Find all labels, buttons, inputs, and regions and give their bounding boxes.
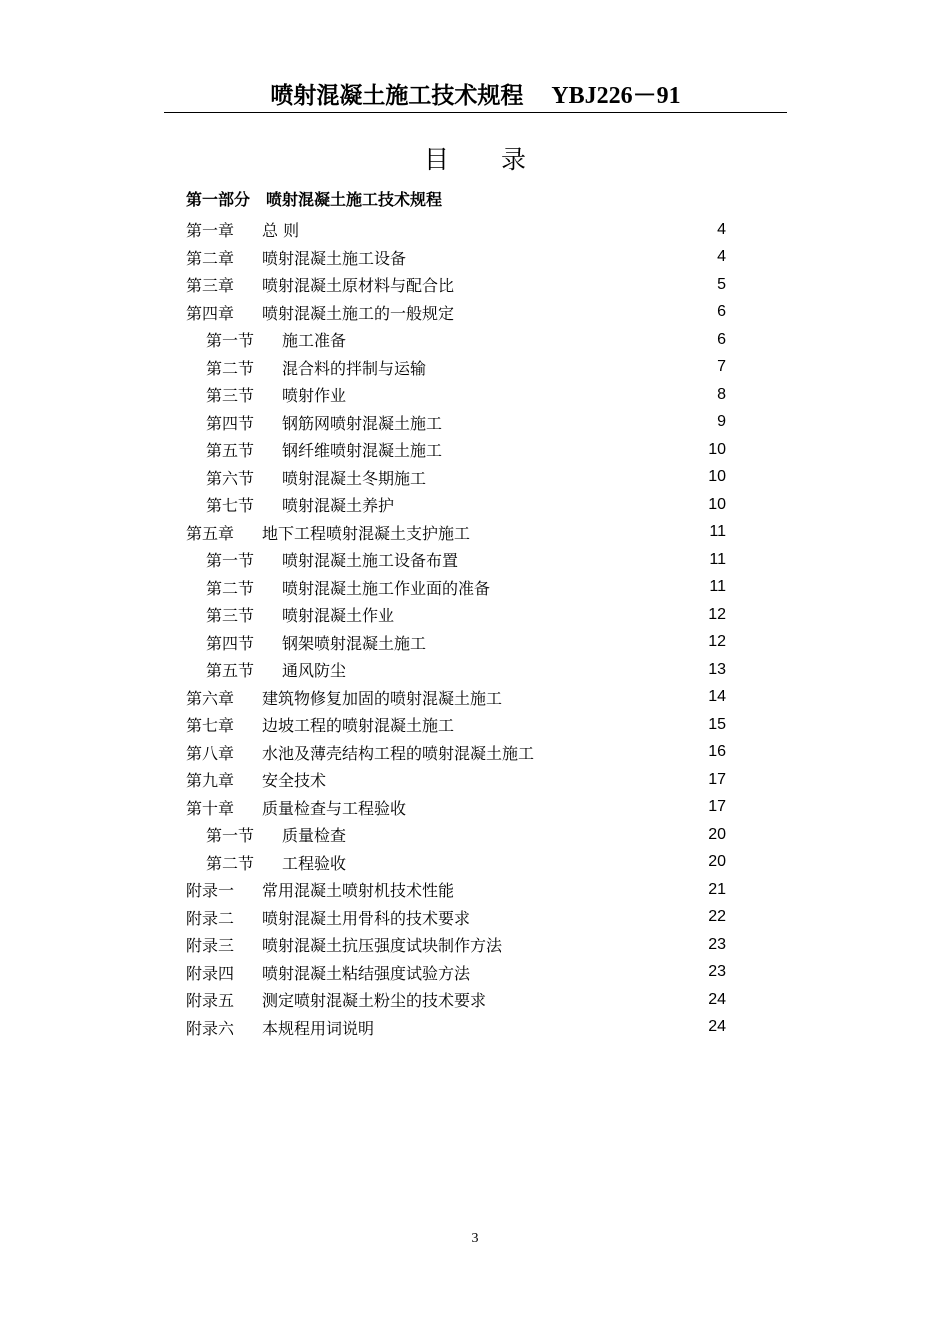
header-standard-code: YBJ226－91 <box>551 83 681 109</box>
toc-entry-title: 水池及薄壳结构工程的喷射混凝土施工 <box>262 743 535 763</box>
toc-entry-page: 24 <box>708 1018 726 1036</box>
toc-entry-title: 质量检查 <box>282 826 347 846</box>
toc-entry-page: 23 <box>708 935 726 953</box>
toc-entry-page: 4 <box>717 220 726 238</box>
toc-chapter-entry[interactable] <box>186 794 726 822</box>
toc-leader-dots <box>300 222 704 238</box>
toc-entry-label: 第二章 <box>186 248 235 268</box>
toc-entry-title: 安全技术 <box>262 771 327 791</box>
toc-entry-title: 钢架喷射混凝土施工 <box>282 633 427 653</box>
toc-chapter-entry[interactable] <box>186 766 726 794</box>
toc-entry-label: 第一节 <box>206 551 255 571</box>
toc-entry-title: 喷射混凝土用骨科的技术要求 <box>262 908 471 928</box>
toc-leader-dots <box>459 552 704 568</box>
toc-entry-page: 8 <box>717 385 726 403</box>
toc-entry-label: 第六节 <box>206 468 255 488</box>
toc-leader-dots <box>503 689 704 705</box>
toc-leader-dots <box>347 827 704 843</box>
toc-chapter-entry[interactable] <box>186 711 726 739</box>
toc-entry-label: 附录三 <box>186 936 235 956</box>
toc-chapter-entry[interactable] <box>186 299 726 327</box>
toc-entry-title: 喷射作业 <box>282 386 347 406</box>
toc-chapter-entry[interactable] <box>186 1014 726 1042</box>
toc-leader-dots <box>407 249 704 265</box>
toc-leader-dots <box>471 909 704 925</box>
toc-entry-page: 10 <box>708 468 726 486</box>
toc-entry-page: 4 <box>717 248 726 266</box>
toc-leader-dots <box>455 717 704 733</box>
toc-chapter-entry[interactable] <box>186 244 726 272</box>
toc-leader-dots <box>535 744 704 760</box>
toc-chapter-entry[interactable] <box>186 216 726 244</box>
toc-entry-title: 喷射混凝土养护 <box>282 496 395 516</box>
toc-entry-title: 喷射混凝土冬期施工 <box>282 468 427 488</box>
toc-entry-page: 17 <box>708 770 726 788</box>
toc-entry-page: 7 <box>717 358 726 376</box>
toc-entry-label: 第五章 <box>186 523 235 543</box>
toc-leader-dots <box>375 1019 704 1035</box>
toc-entry-page: 12 <box>708 605 726 623</box>
toc-entry-page: 9 <box>717 413 726 431</box>
toc-leader-dots <box>487 992 704 1008</box>
toc-leader-dots <box>395 607 704 623</box>
toc-leader-dots <box>471 964 704 980</box>
toc-chapter-entry[interactable] <box>186 271 726 299</box>
toc-entry-title: 混合料的拌制与运输 <box>282 358 427 378</box>
toc-entry-label: 第一节 <box>206 331 255 351</box>
toc-entry-title: 喷射混凝土抗压强度试块制作方法 <box>262 936 503 956</box>
toc-entry-title: 建筑物修复加固的喷射混凝土施工 <box>262 688 503 708</box>
toc-entry-page: 13 <box>708 660 726 678</box>
toc-leader-dots <box>347 662 704 678</box>
toc-entry-title: 钢筋网喷射混凝土施工 <box>282 413 443 433</box>
toc-chapter-entry[interactable] <box>186 876 726 904</box>
toc-section-entry[interactable] <box>186 354 726 382</box>
toc-entry-page: 6 <box>717 303 726 321</box>
toc-entry-page: 14 <box>708 688 726 706</box>
toc-entry-page: 12 <box>708 633 726 651</box>
toc-leader-dots <box>327 772 704 788</box>
toc-leader-dots <box>455 304 704 320</box>
toc-chapter-entry[interactable] <box>186 959 726 987</box>
toc-chapter-entry[interactable] <box>186 986 726 1014</box>
toc-entry-title: 地下工程喷射混凝土支护施工 <box>262 523 471 543</box>
toc-section-entry[interactable] <box>186 409 726 437</box>
toc-leader-dots <box>427 359 704 375</box>
toc-section-entry[interactable] <box>186 464 726 492</box>
toc-entry-title: 质量检查与工程验收 <box>262 798 407 818</box>
toc-chapter-entry[interactable] <box>186 519 726 547</box>
toc-entry-label: 第四节 <box>206 413 255 433</box>
toc-entry-label: 第七节 <box>206 496 255 516</box>
toc-entry-title: 测定喷射混凝土粉尘的技术要求 <box>262 991 487 1011</box>
toc-heading-char-1: 目 <box>423 145 449 174</box>
toc-leader-dots <box>503 937 704 953</box>
toc-entry-label: 第四节 <box>206 633 255 653</box>
toc-entry-title: 喷射混凝土粘结强度试验方法 <box>262 963 471 983</box>
toc-entry-label: 第八章 <box>186 743 235 763</box>
toc-entry-label: 第三节 <box>206 606 255 626</box>
toc-section-entry[interactable] <box>186 849 726 877</box>
toc-entry-label: 第三章 <box>186 276 235 296</box>
toc-list <box>186 216 726 1041</box>
toc-entry-title: 施工准备 <box>282 331 347 351</box>
toc-entry-title: 喷射混凝土施工设备布置 <box>282 551 459 571</box>
toc-entry-label: 第六章 <box>186 688 235 708</box>
toc-section-entry[interactable] <box>186 629 726 657</box>
toc-entry-label: 第一节 <box>206 826 255 846</box>
toc-leader-dots <box>427 469 704 485</box>
toc-section-entry[interactable] <box>186 821 726 849</box>
toc-entry-page: 20 <box>708 853 726 871</box>
toc-entry-label: 第一章 <box>186 221 235 241</box>
toc-entry-label: 第九章 <box>186 771 235 791</box>
toc-entry-label: 第二节 <box>206 358 255 378</box>
toc-entry-title: 边坡工程的喷射混凝土施工 <box>262 716 455 736</box>
toc-entry-label: 第四章 <box>186 303 235 323</box>
toc-entry-page: 11 <box>709 523 726 541</box>
toc-entry-label: 第二节 <box>206 578 255 598</box>
toc-entry-title: 钢纤维喷射混凝土施工 <box>282 441 443 461</box>
toc-entry-title: 通风防尘 <box>282 661 347 681</box>
toc-heading-char-2: 录 <box>501 145 527 174</box>
toc-section-entry[interactable] <box>186 574 726 602</box>
header-rule <box>164 112 787 113</box>
toc-entry-label: 附录六 <box>186 1018 235 1038</box>
toc-leader-dots <box>455 277 704 293</box>
toc-section-entry[interactable] <box>186 491 726 519</box>
toc-entry-page: 17 <box>708 798 726 816</box>
toc-leader-dots <box>491 579 704 595</box>
toc-entry-title: 本规程用词说明 <box>262 1018 375 1038</box>
toc-entry-page: 6 <box>717 330 726 348</box>
toc-entry-label: 第七章 <box>186 716 235 736</box>
toc-leader-dots <box>347 387 704 403</box>
toc-entry-title: 喷射混凝土作业 <box>282 606 395 626</box>
toc-entry-title: 喷射混凝土施工设备 <box>262 248 407 268</box>
toc-section-entry[interactable] <box>186 381 726 409</box>
toc-chapter-entry[interactable] <box>186 931 726 959</box>
toc-entry-page: 22 <box>708 908 726 926</box>
toc-entry-page: 10 <box>708 495 726 513</box>
toc-entry-page: 11 <box>709 550 726 568</box>
toc-entry-label: 附录二 <box>186 908 235 928</box>
toc-section-entry[interactable] <box>186 546 726 574</box>
toc-entry-title: 喷射混凝土施工的一般规定 <box>262 303 455 323</box>
toc-leader-dots <box>347 332 704 348</box>
toc-leader-dots <box>455 882 704 898</box>
toc-entry-label: 第三节 <box>206 386 255 406</box>
toc-entry-page: 16 <box>708 743 726 761</box>
toc-entry-label: 第十章 <box>186 798 235 818</box>
toc-entry-title: 常用混凝土喷射机技术性能 <box>262 881 455 901</box>
toc-part-heading <box>186 188 442 212</box>
toc-entry-title: 喷射混凝土原材料与配合比 <box>262 276 455 296</box>
toc-entry-page: 11 <box>709 578 726 596</box>
toc-leader-dots <box>471 524 704 540</box>
toc-entry-label: 第五节 <box>206 441 255 461</box>
part-label: 第一部分 <box>186 190 251 209</box>
toc-entry-label: 附录一 <box>186 881 235 901</box>
toc-leader-dots <box>347 854 704 870</box>
page-number: 3 <box>471 1231 479 1246</box>
toc-leader-dots <box>443 414 704 430</box>
toc-entry-label: 第二节 <box>206 853 255 873</box>
toc-section-entry[interactable] <box>186 601 726 629</box>
toc-section-entry[interactable] <box>186 326 726 354</box>
toc-entry-page: 23 <box>708 963 726 981</box>
toc-entry-title: 喷射混凝土施工作业面的准备 <box>282 578 491 598</box>
toc-chapter-entry[interactable] <box>186 904 726 932</box>
toc-chapter-entry[interactable] <box>186 684 726 712</box>
part-title: 喷射混凝土施工技术规程 <box>266 190 443 209</box>
toc-heading <box>0 142 950 178</box>
header-title: 喷射混凝土施工技术规程 <box>270 83 524 109</box>
toc-entry-page: 5 <box>717 275 726 293</box>
toc-leader-dots <box>427 634 704 650</box>
toc-section-entry[interactable] <box>186 656 726 684</box>
toc-entry-label: 附录五 <box>186 991 235 1011</box>
toc-entry-title: 工程验收 <box>282 853 347 873</box>
toc-entry-page: 24 <box>708 990 726 1008</box>
toc-entry-page: 15 <box>708 715 726 733</box>
toc-section-entry[interactable] <box>186 436 726 464</box>
toc-entry-page: 21 <box>708 880 726 898</box>
toc-leader-dots <box>407 799 704 815</box>
running-header <box>164 78 787 114</box>
toc-entry-title: 总 则 <box>262 221 300 241</box>
toc-leader-dots <box>443 442 704 458</box>
toc-entry-label: 附录四 <box>186 963 235 983</box>
toc-entry-page: 10 <box>708 440 726 458</box>
toc-entry-label: 第五节 <box>206 661 255 681</box>
toc-entry-page: 20 <box>708 825 726 843</box>
toc-leader-dots <box>395 497 704 513</box>
toc-chapter-entry[interactable] <box>186 739 726 767</box>
